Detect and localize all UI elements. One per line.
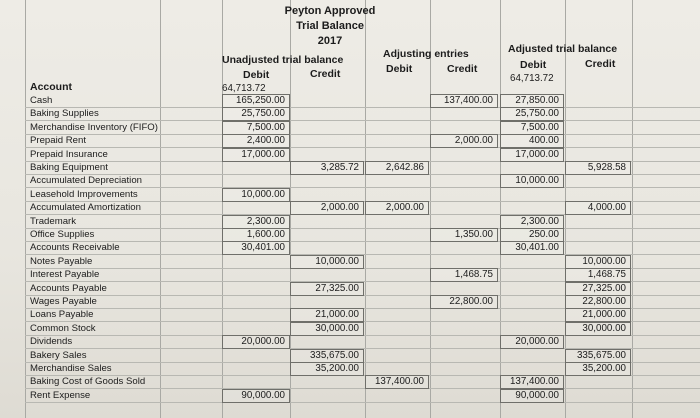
account-name: Baking Cost of Goods Sold xyxy=(30,376,146,388)
header-unadjusted: Unadjusted trial balance xyxy=(222,54,344,66)
header-unadjusted-debit: Debit xyxy=(243,69,270,81)
grid-row-line xyxy=(25,388,700,389)
header-adjusted-debit: Debit xyxy=(520,59,547,71)
value-jc: 21,000.00 xyxy=(582,309,626,321)
grid-col-line xyxy=(160,0,161,418)
value-jd: 25,750.00 xyxy=(515,108,559,120)
account-name: Prepaid Rent xyxy=(30,135,86,147)
header-account: Account xyxy=(30,81,72,93)
value-ud: 30,401.00 xyxy=(241,242,285,254)
value-uc: 3,285.72 xyxy=(320,162,359,173)
value-jc: 5,928.58 xyxy=(587,162,626,173)
value-ac: 2,000.00 xyxy=(454,135,493,147)
account-name: Baking Supplies xyxy=(30,108,99,120)
value-jd: 20,000.00 xyxy=(515,336,559,348)
account-name: Common Stock xyxy=(30,322,96,334)
account-name: Loans Payable xyxy=(30,309,94,321)
grid-col-line xyxy=(25,0,26,418)
value-ad: 137,400.00 xyxy=(374,376,424,388)
value-ud: 2,400.00 xyxy=(246,135,285,147)
value-jd: 90,000.00 xyxy=(515,389,559,401)
header-adjusting-credit: Credit xyxy=(447,63,478,75)
header-adjusted-credit: Credit xyxy=(585,58,616,70)
value-uc: 27,325.00 xyxy=(315,282,359,294)
value-ac: 137,400.00 xyxy=(443,95,493,106)
value-ad: 2,642.86 xyxy=(385,162,424,173)
value-ac: 22,800.00 xyxy=(449,296,493,307)
header-unadjusted-credit: Credit xyxy=(310,68,341,80)
account-name: Leasehold Improvements xyxy=(30,188,138,200)
value-uc: 30,000.00 xyxy=(315,322,359,334)
account-name: Interest Payable xyxy=(30,269,100,281)
title-line-1: Peyton Approved xyxy=(284,5,376,17)
account-name: Merchandise Sales xyxy=(30,363,112,374)
value-jd: 400.00 xyxy=(529,135,559,147)
value-ud: 1,600.00 xyxy=(246,229,285,240)
value-uc: 2,000.00 xyxy=(320,202,359,214)
value-jc: 30,000.00 xyxy=(582,322,626,334)
value-ac: 1,468.75 xyxy=(454,269,493,281)
value-ad: 2,000.00 xyxy=(385,202,424,214)
value-jd: 10,000.00 xyxy=(515,175,559,187)
value-jc: 4,000.00 xyxy=(587,202,626,214)
account-name: Office Supplies xyxy=(30,229,95,240)
value-uc: 335,675.00 xyxy=(309,349,359,361)
value-ud: 165,250.00 xyxy=(235,95,285,106)
value-uc: 10,000.00 xyxy=(315,255,359,267)
value-jd: 17,000.00 xyxy=(515,148,559,160)
value-ud: 7,500.00 xyxy=(246,121,285,133)
value-jd: 7,500.00 xyxy=(520,121,559,133)
cash-opening-debit: 64,713.72 xyxy=(222,83,266,94)
value-jc: 1,468.75 xyxy=(587,269,626,281)
grid-col-line xyxy=(500,0,501,418)
account-name: Rent Expense xyxy=(30,389,91,401)
grid-row-line xyxy=(25,228,700,229)
value-jc: 335,675.00 xyxy=(576,349,626,361)
account-name: Accounts Payable xyxy=(30,282,107,294)
account-name: Trademark xyxy=(30,215,77,227)
value-uc: 35,200.00 xyxy=(315,363,359,374)
account-name: Cash xyxy=(30,95,53,106)
account-name: Notes Payable xyxy=(30,255,93,267)
header-adjusting: Adjusting entries xyxy=(383,48,469,60)
account-name: Wages Payable xyxy=(30,296,97,307)
value-jc: 27,325.00 xyxy=(582,282,626,294)
value-jc: 22,800.00 xyxy=(582,296,626,307)
value-jd: 2,300.00 xyxy=(520,215,559,227)
value-jd: 137,400.00 xyxy=(509,376,559,388)
header-adjusting-debit: Debit xyxy=(386,63,413,75)
title-line-2: Trial Balance xyxy=(296,20,364,32)
account-name: Merchandise Inventory (FIFO) xyxy=(30,121,158,133)
grid-col-line xyxy=(632,0,633,418)
grid-col-line xyxy=(430,0,431,418)
value-ud: 17,000.00 xyxy=(241,148,285,160)
grid-row-line xyxy=(25,147,700,148)
value-jc: 35,200.00 xyxy=(582,363,626,374)
grid-row-line xyxy=(25,241,700,242)
account-name: Accounts Receivable xyxy=(30,242,120,254)
account-name: Accumulated Depreciation xyxy=(30,175,142,187)
value-jd: 30,401.00 xyxy=(515,242,559,254)
adjusted-opening-debit: 64,713.72 xyxy=(510,73,554,84)
grid-row-line xyxy=(25,107,700,108)
header-adjusted: Adjusted trial balance xyxy=(508,43,618,55)
value-ud: 10,000.00 xyxy=(241,188,285,200)
value-uc: 21,000.00 xyxy=(315,309,359,321)
grid-row-line xyxy=(25,134,700,135)
account-name: Bakery Sales xyxy=(30,349,87,361)
grid-row-line xyxy=(25,402,700,403)
value-ud: 25,750.00 xyxy=(241,108,285,120)
value-jd: 250.00 xyxy=(529,229,559,240)
account-name: Accumulated Amortization xyxy=(30,202,141,214)
account-name: Dividends xyxy=(30,336,73,348)
title-line-3: 2017 xyxy=(317,35,343,47)
value-ud: 90,000.00 xyxy=(241,389,285,401)
value-ac: 1,350.00 xyxy=(454,229,493,240)
value-jc: 10,000.00 xyxy=(582,255,626,267)
account-name: Prepaid Insurance xyxy=(30,148,108,160)
account-name: Baking Equipment xyxy=(30,162,108,173)
value-ud: 20,000.00 xyxy=(241,336,285,348)
value-jd: 27,850.00 xyxy=(515,95,559,106)
value-ud: 2,300.00 xyxy=(246,215,285,227)
